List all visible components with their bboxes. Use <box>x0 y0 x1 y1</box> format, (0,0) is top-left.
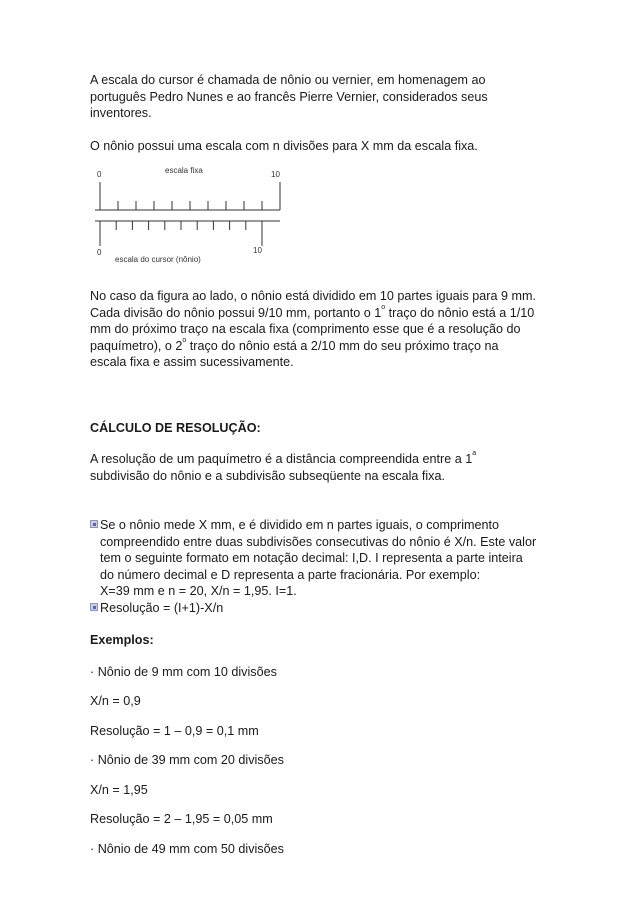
example-line: Resolução = 2 – 1,95 = 0,05 mm <box>90 812 273 826</box>
explanation-paragraph <box>90 288 560 371</box>
bullet-icon <box>90 520 98 528</box>
explanation-line-2b: traço do nônio está a 1/10 <box>385 305 535 320</box>
bullet-item-definition <box>90 517 560 600</box>
definition-paragraph <box>90 451 560 484</box>
section-title: CÁLCULO DE RESOLUÇÃO: <box>90 420 261 435</box>
example-line: X/n = 0,9 <box>90 694 141 708</box>
fixed-scale-ticks <box>100 182 280 210</box>
cursor-scale-label: escala do cursor (nônio) <box>115 255 201 264</box>
cursor-scale-ticks <box>100 221 262 246</box>
intro-line-2: português Pedro Nunes e ao francês Pierre Vernier, considerados seus <box>90 89 488 104</box>
examples-title: Exemplos: <box>90 633 154 647</box>
bullet-2-text: Resolução = (I+1)-X/n <box>100 600 224 615</box>
example-line: · Nônio de 49 mm com 50 divisões <box>90 841 284 856</box>
explanation-line-1: No caso da figura ao lado, o nônio está dividido em 10 partes iguais para 9 mm. <box>90 289 536 303</box>
vernier-scale-diagram <box>95 166 285 275</box>
explanation-line-3: mm do próximo traço na escala fixa (comprimento esse que é a resolução do <box>90 322 521 336</box>
example-line: · Nônio de 39 mm com 20 divisões <box>90 753 284 767</box>
ordinal-superscript: a <box>472 450 477 457</box>
fixed-scale-label: escala fixa <box>165 166 203 175</box>
intro-line-3: inventores. <box>90 106 152 120</box>
example-line: Resolução = 1 – 0,9 = 0,1 mm <box>90 723 259 738</box>
bullet-item-formula <box>90 600 560 617</box>
fixed-scale-start-label: 0 <box>97 170 102 179</box>
explanation-line-2a: Cada divisão do nônio possui 9/10 mm, portanto o 1 <box>90 305 382 320</box>
document-page <box>90 72 560 857</box>
bullet-1-line-2: compreendido entre duas subdivisões consecutivas do nônio é X/n. Este valor <box>100 534 537 549</box>
bullet-1-line-3: tem o seguinte formato em notação decimal: I,D. I representa a parte inteira <box>100 551 523 565</box>
explanation-line-4a: paquímetro), o 2 <box>90 338 183 353</box>
bullet-1-line-1: Se o nônio mede X mm, e é dividido em n partes iguais, o comprimento <box>100 518 500 532</box>
intro-line-1: A escala do cursor é chamada de nônio ou vernier, em homenagem ao <box>90 73 486 87</box>
explanation-line-4b: traço do nônio está a 2/10 mm do seu próximo traço na <box>186 338 499 353</box>
fixed-scale-end-label: 10 <box>271 170 280 179</box>
example-line: · Nônio de 9 mm com 10 divisões <box>90 664 277 679</box>
definition-line-2: subdivisão do nônio e a subdivisão subseqüente na escala fixa. <box>90 468 445 483</box>
cursor-scale-end-label: 10 <box>253 246 262 255</box>
cursor-scale-start-label: 0 <box>97 248 102 257</box>
bullet-1-line-5: X=39 mm e n = 20, X/n = 1,95. I=1. <box>100 584 297 598</box>
ordinal-superscript: o <box>182 336 187 344</box>
ordinal-superscript: o <box>381 303 386 311</box>
bullet-1-line-4: do número decimal e D representa a parte fracionária. Por exemplo: <box>100 567 481 582</box>
bullet-icon <box>90 603 98 611</box>
definition-line-1: A resolução de um paquímetro é a distância compreendida entre a 1 <box>90 452 473 466</box>
example-line: X/n = 1,95 <box>90 782 148 797</box>
explanation-line-5: escala fixa e assim sucessivamente. <box>90 355 294 369</box>
intro-paragraph <box>90 72 560 122</box>
statement-paragraph: O nônio possui uma escala com n divisões para X mm da escala fixa. <box>90 138 478 153</box>
